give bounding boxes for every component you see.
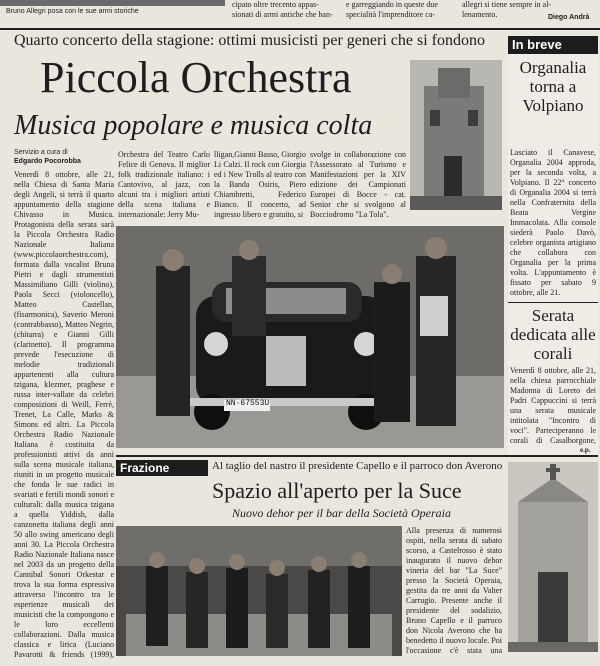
second-top-rule <box>116 455 598 457</box>
band-photo-art <box>116 226 504 448</box>
top-photo-bottom <box>0 0 225 6</box>
bar-photo-art <box>116 526 402 656</box>
license-plate: NN·67553U <box>226 399 270 408</box>
main-subtitle: Musica popolare e musica colta <box>14 110 373 141</box>
second-title: Spazio all'aperto per la Suce <box>212 478 462 503</box>
top-fragment-1: cipato oltre trecento appas- sionati di armi antiche che han- <box>232 0 333 19</box>
main-col-2: Orchestra del Teatro Carlo Felice di Genova. Il miglior folk tradizionale italiano: i Cantovivo, al jazz, con alcuni tra i migliori artisti della scena italiana e internazionale: Jerry Mu- <box>118 150 210 219</box>
main-col-1: Venerdì 8 ottobre, alle 21, nella Chiesa di Santa Maria degli Angeli, si terrà il quarto appuntamento della stagione Chivasso in Musica. Protagonista della serata sarà la Piccola Orchestra Radio Nazionale Italiana (www.piccolaorchestra.com), formata dalla vocalist Bruna Pietri e dagli strumentisti Massimiliano Gilli (violino), Paola Secci (violoncello), Matteo Castellan, (fisarmonica), Saverio Meroni (contrabbasso), Matteo Negrin, (chitarra) e Gianni Gilli (clarinetto). Il programma prevede l'esecuzione di melodie tradizionali appartenenti alla cultura tzigana, klezmer, praghese e russa inter-vallate da celebri composizioni di Weill, Ferrè, Trenet, La Calle, Marks & Simons ed altri. La Piccola Orchestra Radio Nazionale Italiana è costituita da professionisti attivi da anni sulla scena musicale italiana, riuniti in un progetto musicale che fonda le sue radici in svariati e fertili mondi sonori e culturali: dalla musica tzigana a quella Yiddish, dalla canzonetta italiana degli anni 50 allo swing americano degli anni 30. La Piccola Orchestra Radio Nazionale Italiana nasce nel 2003 da un progetto della Cannibal Sonori Orkestar e trova la sua forma espressiva attraverso l'incontro tra le esperienze musicali dei musicisti che la compongono e le loro eccellenti collaborazioni. Dalla musica classica e lirica (Luciano Pavarotti & friends (1999), <box>14 170 114 659</box>
band-photo <box>116 226 504 448</box>
top-strip <box>0 0 600 30</box>
top-author: Diego Andrà <box>548 14 590 21</box>
main-kicker: Quarto concerto della stagione: ottimi musicisti per generi che si fondono <box>14 32 485 49</box>
second-label: Frazione <box>116 460 208 476</box>
top-fragment-2: e garreggiando in queste due specialità l'imprenditore ca- <box>346 0 438 19</box>
second-body: Alla presenza di numerosi ospiti, nella serata di sabato scorso, a Castelrosso è stato inaugurato il nuovo dehor vineria del bar "La Suce" presso la Società Operaia, gestita da tre anni da Valter Carrugio. Presente anche il presidente del sodalizio, Bruno Capello e il parroco don Nicola Averono che ha benedetto il nuovo locale. Poi l'occasione c'è stata una <box>406 526 502 655</box>
chapel-photo <box>508 462 598 652</box>
top-caption: Bruno Allegri posa con le sue armi storiche <box>6 8 139 15</box>
sidebar-story2-body: Venerdì 8 ottobre, alle 21, nella chiesa parrocchiale Madonna di Loreto dei Padri Cappuccini si terrà una serata musicale intitolata "Incontro di voci". Parteciperanno le corali di Casalborgone, <box>510 366 596 445</box>
sidebar-story2-sign: e.p. <box>580 446 591 454</box>
sidebar-label: In breve <box>508 36 598 54</box>
byline-author: Edgardo Pocorobba <box>14 158 81 165</box>
second-kicker: Al taglio del nastro il presidente Capello e il parroco don Averono <box>212 460 503 472</box>
main-title: Piccola Orchestra <box>40 53 352 102</box>
second-subtitle: Nuovo dehor per il bar della Società Operaia <box>232 506 451 520</box>
top-fragment-3: allegri si tiene sempre in al- lenamento. <box>462 0 552 19</box>
main-col-4: svolge in collaborazione con l'Assessorato al Turismo e Manifestazioni per la XIV edizione dei Campionati Europei di Bocce - cat. Senior che si svolgono al Bocciodromo "La Tola". <box>310 150 406 219</box>
sidebar-story1-body: Lasciato il Canavese, Organalia 2004 approda, per la seconda volta, a Volpiano. Il 22° concerto di Organalia 2004 si terrà nella Confraternita della Beata Vergine Immacolata. Alla console siederà Paolo Davò, celebre organista artigiano che collabora con Organalia per la prima volta. L'appuntamento è fissato per sabato 9 ottobre, alle 21. <box>510 148 596 297</box>
sidebar <box>508 36 598 456</box>
chapel-photo-art <box>508 462 598 652</box>
church-photo-art <box>410 60 502 210</box>
top-rule <box>0 28 600 30</box>
sidebar-story1-title: Organalia torna a Volpiano <box>519 58 587 115</box>
church-photo <box>410 60 502 210</box>
sidebar-story2-title: Serata dedicata alle corali <box>510 306 596 363</box>
main-col-3: lligan,Gianni Basso, Giorgio Li Calzi. Il rock con Giorgia ed i New Trolls al teatro con la Banda Osiris, Piero Chiambretti, Federico Bianco. Il concerto, ad ingresso libero e gratuito, si <box>214 150 306 219</box>
byline-label: Servizio a cura di <box>14 149 68 156</box>
sidebar-divider <box>508 302 598 303</box>
bar-photo <box>116 526 402 656</box>
byline <box>14 148 114 166</box>
